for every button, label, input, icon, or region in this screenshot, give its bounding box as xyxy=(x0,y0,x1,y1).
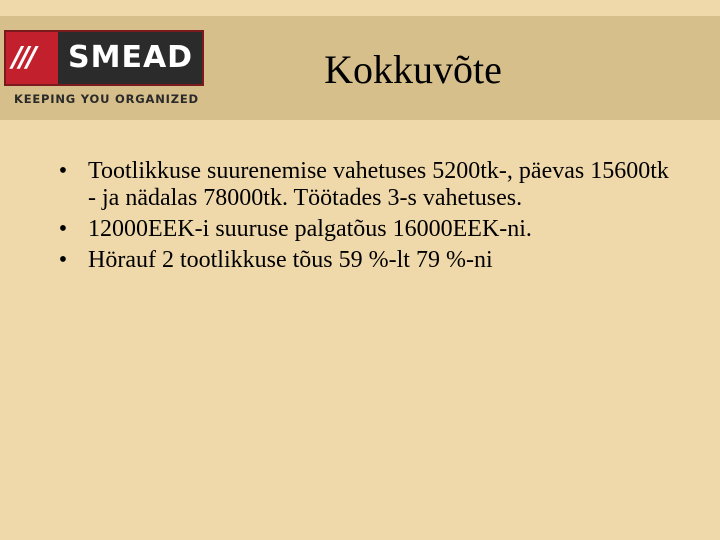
bullet-text: 12000EEK-i suuruse palgatõus 16000EEK-ni. xyxy=(88,216,532,242)
logo-tagline: KEEPING YOU ORGANIZED xyxy=(14,92,199,106)
logo-wordmark: SMEAD xyxy=(68,40,194,75)
bullet-item xyxy=(56,216,676,243)
bullet-item xyxy=(56,247,676,274)
bullet-icon: • xyxy=(58,247,68,273)
bullet-list xyxy=(56,158,676,278)
bullet-item xyxy=(56,158,676,212)
bullet-icon: • xyxy=(58,216,68,242)
smead-logo xyxy=(4,30,208,110)
bullet-text: Tootlikkuse suurenemise vahetuses 5200tk-, päevas 15600tk - ja nädalas 78000tk. Töötades 3-s vahetuses. xyxy=(88,158,669,211)
logo-red-block xyxy=(6,32,58,84)
logo-slashes: /// xyxy=(12,40,34,73)
slide-title: Kokkuvõte xyxy=(324,47,502,92)
logo-box xyxy=(4,30,204,86)
bullet-icon: • xyxy=(58,158,68,184)
bullet-text: Hörauf 2 tootlikkuse tõus 59 %-lt 79 %-ni xyxy=(88,247,493,273)
